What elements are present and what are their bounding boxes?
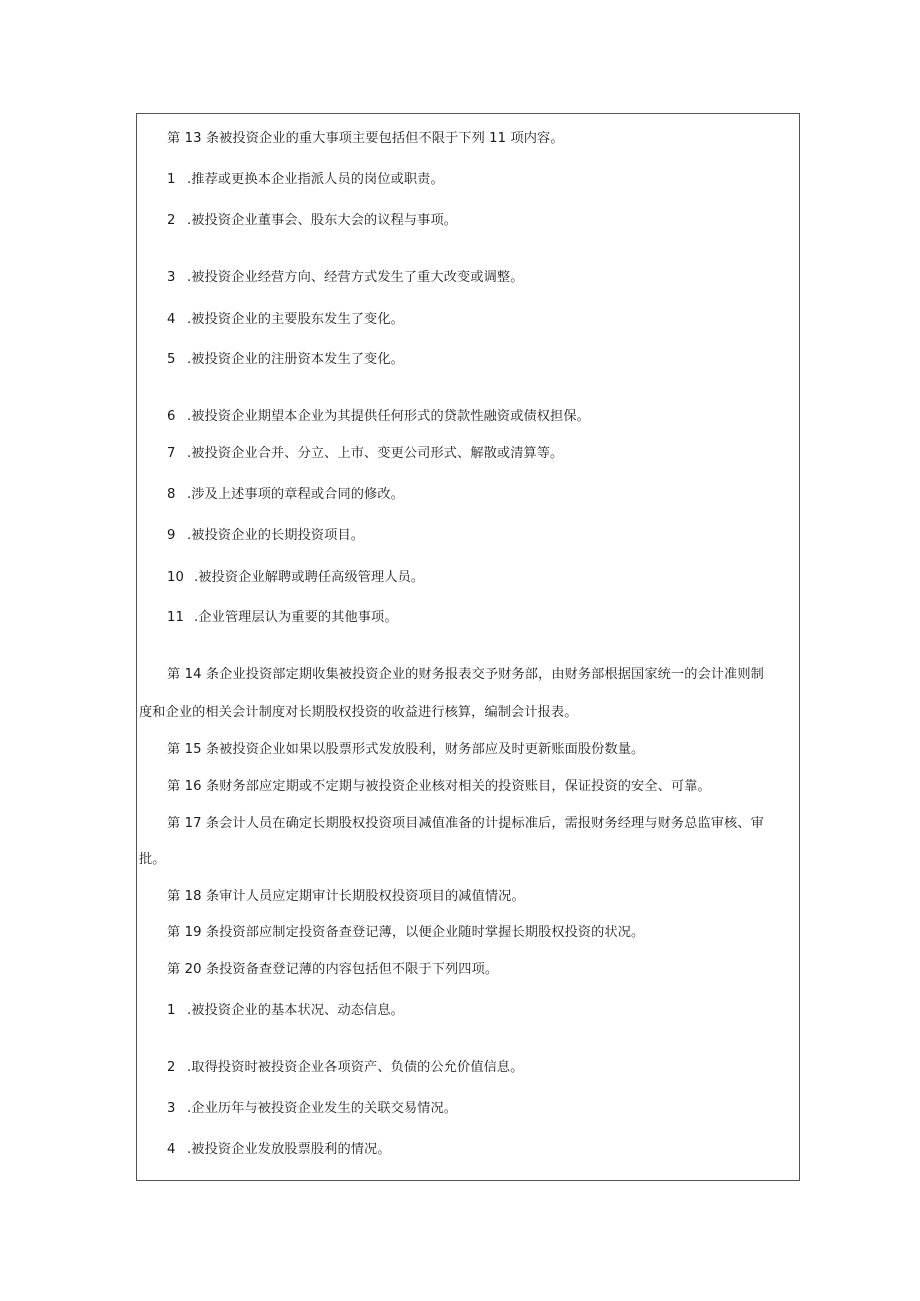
article-20-item-4 [167, 1141, 391, 1159]
item-number: 4 [167, 1142, 176, 1157]
item-text: .推荐或更换本企业指派人员的岗位或职责。 [187, 172, 444, 187]
item-text: .被投资企业合并、分立、上市、变更公司形式、解散或清算等。 [187, 446, 564, 461]
item-number: 7 [167, 446, 176, 461]
article-13-item-8 [167, 486, 404, 504]
item-number: 4 [167, 312, 176, 327]
item-text: .被投资企业的基本状况、动态信息。 [187, 1003, 404, 1018]
article-20-item-3 [167, 1100, 457, 1118]
article-14-line-1: 第 14 条企业投资部定期收集被投资企业的财务报表交予财务部，由财务部根据国家统一的会计准则制 [167, 667, 764, 682]
document-frame [136, 113, 800, 1181]
item-text: .被投资企业期望本企业为其提供任何形式的贷款性融资或债权担保。 [187, 409, 590, 424]
item-text: .企业历年与被投资企业发生的关联交易情况。 [187, 1101, 458, 1116]
item-text: .被投资企业的注册资本发生了变化。 [187, 352, 404, 367]
item-text: .被投资企业的长期投资项目。 [187, 528, 365, 543]
item-number: 11 [167, 610, 184, 625]
article-13-item-2 [167, 212, 457, 230]
item-text: .被投资企业解聘或聘任高级管理人员。 [194, 570, 425, 585]
article-20-item-1 [167, 1002, 404, 1020]
item-number: 5 [167, 352, 176, 367]
article-16: 第 16 条财务部应定期或不定期与被投资企业核对相关的投资账目，保证投资的安全、可靠。 [167, 779, 711, 794]
item-text: .被投资企业发放股票股利的情况。 [187, 1142, 391, 1157]
article-13-item-10 [167, 569, 424, 587]
article-13-item-1 [167, 171, 444, 189]
item-text: .被投资企业的主要股东发生了变化。 [187, 312, 404, 327]
article-13-item-9 [167, 527, 364, 545]
article-17-line-1: 第 17 条会计人员在确定长期股权投资项目减值准备的计提标准后，需报财务经理与财务总监审核、审 [167, 816, 764, 831]
article-18: 第 18 条审计人员应定期审计长期股权投资项目的减值情况。 [167, 889, 525, 904]
article-15: 第 15 条被投资企业如果以股票形式发放股利，财务部应及时更新账面股份数量。 [167, 742, 645, 757]
item-number: 2 [167, 213, 176, 228]
article-20-item-2 [167, 1059, 523, 1077]
article-13-item-4 [167, 311, 404, 329]
article-20-heading: 第 20 条投资备查登记薄的内容包括但不限于下列四项。 [167, 962, 499, 977]
item-number: 6 [167, 409, 176, 424]
item-text: .被投资企业经营方向、经营方式发生了重大改变或调整。 [187, 270, 524, 285]
item-number: 3 [167, 270, 176, 285]
item-text: .被投资企业董事会、股东大会的议程与事项。 [187, 213, 458, 228]
item-text: .涉及上述事项的章程或合同的修改。 [187, 487, 404, 502]
article-13-item-7 [167, 445, 563, 463]
article-14-line-2: 度和企业的相关会计制度对长期股权投资的收益进行核算，编制会计报表。 [139, 705, 578, 720]
item-number: 2 [167, 1060, 176, 1075]
article-13-item-3 [167, 269, 523, 287]
item-text: .企业管理层认为重要的其他事项。 [194, 610, 398, 625]
article-13-item-5 [167, 351, 404, 369]
article-13-item-11 [167, 609, 398, 627]
item-number: 1 [167, 172, 176, 187]
article-17-line-2: 批。 [139, 852, 166, 867]
item-number: 3 [167, 1101, 176, 1116]
item-number: 10 [167, 570, 184, 585]
item-number: 1 [167, 1003, 176, 1018]
item-number: 8 [167, 487, 176, 502]
article-19: 第 19 条投资部应制定投资备查登记薄，以便企业随时掌握长期股权投资的状况。 [167, 925, 645, 940]
item-text: .取得投资时被投资企业各项资产、负债的公允价值信息。 [187, 1060, 524, 1075]
article-13-item-6 [167, 408, 590, 426]
article-13-heading: 第 13 条被投资企业的重大事项主要包括但不限于下列 11 项内容。 [167, 131, 564, 146]
item-number: 9 [167, 528, 176, 543]
